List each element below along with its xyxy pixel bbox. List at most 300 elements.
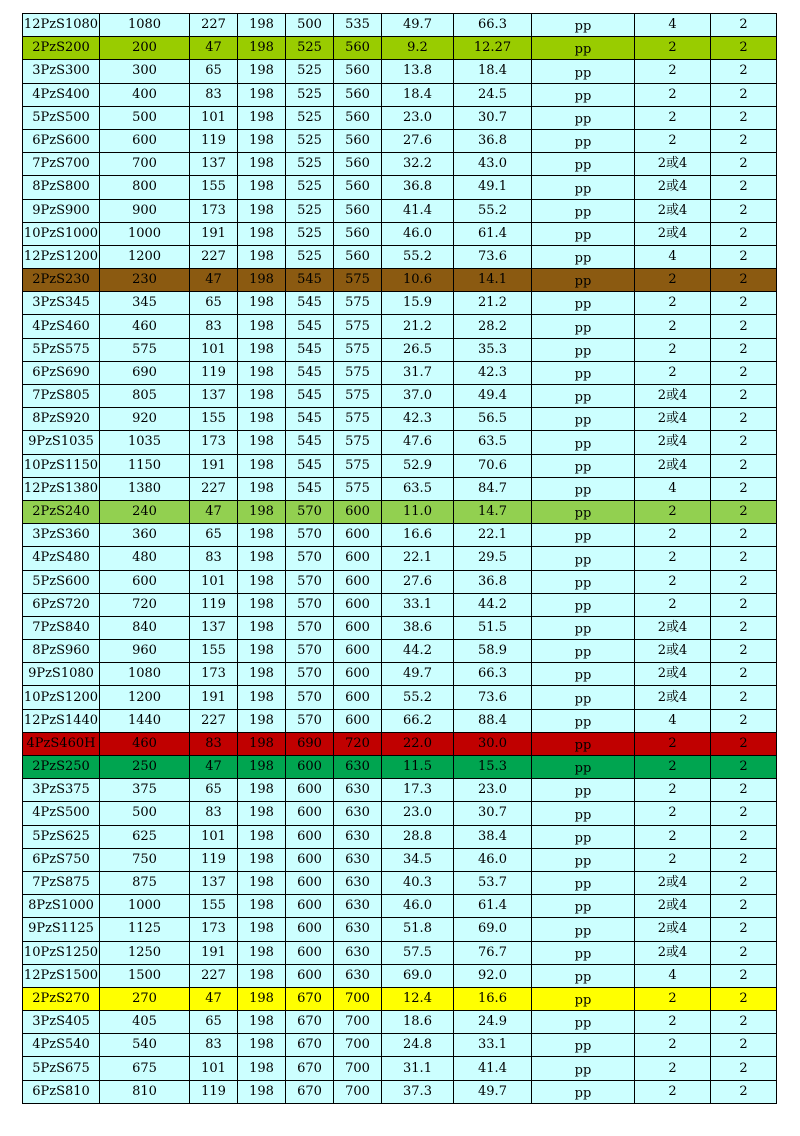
cell-col6: 22.0 <box>382 732 454 755</box>
cell-col1: 700 <box>100 153 190 176</box>
cell-col1: 1200 <box>100 245 190 268</box>
table-row <box>23 593 777 616</box>
cell-col1: 900 <box>100 199 190 222</box>
cell-col8: pp <box>532 941 635 964</box>
cell-col7: 41.4 <box>454 1057 532 1080</box>
cell-col9: 2 <box>635 825 711 848</box>
table-row <box>23 732 777 755</box>
cell-col8: pp <box>532 106 635 129</box>
cell-col10: 2 <box>711 338 777 361</box>
cell-col3: 198 <box>238 60 286 83</box>
table-row <box>23 199 777 222</box>
cell-col7: 35.3 <box>454 338 532 361</box>
cell-col4: 525 <box>286 153 334 176</box>
cell-col3: 198 <box>238 1057 286 1080</box>
cell-model: 4PzS460H <box>23 732 100 755</box>
cell-col4: 670 <box>286 1011 334 1034</box>
cell-model: 10PzS1000 <box>23 222 100 245</box>
cell-col10: 2 <box>711 964 777 987</box>
cell-col4: 545 <box>286 269 334 292</box>
cell-col7: 33.1 <box>454 1034 532 1057</box>
cell-col7: 63.5 <box>454 431 532 454</box>
cell-col9: 2 <box>635 848 711 871</box>
cell-col6: 26.5 <box>382 338 454 361</box>
cell-col9: 2 <box>635 500 711 523</box>
cell-col9: 2或4 <box>635 918 711 941</box>
cell-col9: 2或4 <box>635 640 711 663</box>
cell-col6: 27.6 <box>382 570 454 593</box>
cell-col3: 198 <box>238 199 286 222</box>
table-row <box>23 616 777 639</box>
cell-model: 12PzS1080 <box>23 14 100 37</box>
cell-col1: 875 <box>100 871 190 894</box>
cell-col7: 28.2 <box>454 315 532 338</box>
table-row <box>23 153 777 176</box>
cell-col10: 2 <box>711 756 777 779</box>
cell-col5: 700 <box>334 1034 382 1057</box>
cell-model: 4PzS480 <box>23 547 100 570</box>
cell-col3: 198 <box>238 640 286 663</box>
cell-col1: 540 <box>100 1034 190 1057</box>
cell-col9: 2或4 <box>635 454 711 477</box>
cell-col3: 198 <box>238 408 286 431</box>
table-row <box>23 640 777 663</box>
cell-col7: 29.5 <box>454 547 532 570</box>
cell-col4: 570 <box>286 640 334 663</box>
cell-col8: pp <box>532 385 635 408</box>
cell-col9: 2 <box>635 269 711 292</box>
cell-col8: pp <box>532 37 635 60</box>
cell-col4: 525 <box>286 129 334 152</box>
cell-col10: 2 <box>711 245 777 268</box>
cell-col6: 55.2 <box>382 686 454 709</box>
cell-col5: 560 <box>334 60 382 83</box>
cell-col4: 545 <box>286 338 334 361</box>
cell-col1: 805 <box>100 385 190 408</box>
cell-model: 7PzS840 <box>23 616 100 639</box>
cell-model: 2PzS250 <box>23 756 100 779</box>
cell-col7: 76.7 <box>454 941 532 964</box>
cell-col9: 2 <box>635 524 711 547</box>
cell-col9: 2 <box>635 338 711 361</box>
cell-col10: 2 <box>711 106 777 129</box>
cell-col8: pp <box>532 60 635 83</box>
table-row <box>23 895 777 918</box>
cell-col3: 198 <box>238 454 286 477</box>
cell-col3: 198 <box>238 964 286 987</box>
cell-col2: 173 <box>190 431 238 454</box>
cell-col4: 670 <box>286 1080 334 1103</box>
cell-col2: 155 <box>190 176 238 199</box>
table-row <box>23 756 777 779</box>
cell-col9: 2或4 <box>635 385 711 408</box>
cell-col8: pp <box>532 454 635 477</box>
cell-model: 8PzS960 <box>23 640 100 663</box>
cell-col4: 525 <box>286 245 334 268</box>
table-row <box>23 1080 777 1103</box>
cell-col2: 227 <box>190 964 238 987</box>
cell-col7: 66.3 <box>454 14 532 37</box>
cell-col2: 101 <box>190 570 238 593</box>
cell-col3: 198 <box>238 570 286 593</box>
cell-col9: 2 <box>635 756 711 779</box>
cell-col5: 575 <box>334 408 382 431</box>
cell-col10: 2 <box>711 315 777 338</box>
cell-col10: 2 <box>711 153 777 176</box>
cell-col6: 37.0 <box>382 385 454 408</box>
cell-col10: 2 <box>711 825 777 848</box>
cell-col5: 560 <box>334 37 382 60</box>
battery-spec-table-container <box>22 13 777 1104</box>
cell-col3: 198 <box>238 709 286 732</box>
cell-model: 3PzS360 <box>23 524 100 547</box>
cell-col3: 198 <box>238 1011 286 1034</box>
cell-col9: 4 <box>635 709 711 732</box>
cell-col2: 155 <box>190 408 238 431</box>
cell-col7: 44.2 <box>454 593 532 616</box>
cell-col9: 2 <box>635 987 711 1010</box>
cell-col8: pp <box>532 361 635 384</box>
cell-col8: pp <box>532 1057 635 1080</box>
cell-col3: 198 <box>238 338 286 361</box>
cell-col4: 525 <box>286 37 334 60</box>
cell-col7: 53.7 <box>454 871 532 894</box>
cell-col1: 230 <box>100 269 190 292</box>
cell-col4: 670 <box>286 1034 334 1057</box>
cell-col5: 575 <box>334 385 382 408</box>
cell-col8: pp <box>532 477 635 500</box>
table-row <box>23 129 777 152</box>
cell-col2: 83 <box>190 315 238 338</box>
cell-col3: 198 <box>238 802 286 825</box>
cell-col1: 500 <box>100 802 190 825</box>
cell-col6: 34.5 <box>382 848 454 871</box>
cell-col1: 360 <box>100 524 190 547</box>
cell-col7: 58.9 <box>454 640 532 663</box>
cell-col4: 600 <box>286 918 334 941</box>
cell-col8: pp <box>532 964 635 987</box>
cell-col1: 625 <box>100 825 190 848</box>
table-row <box>23 941 777 964</box>
cell-col2: 155 <box>190 640 238 663</box>
cell-col8: pp <box>532 732 635 755</box>
cell-col3: 198 <box>238 269 286 292</box>
cell-col7: 30.7 <box>454 802 532 825</box>
cell-col9: 2 <box>635 1057 711 1080</box>
cell-model: 3PzS405 <box>23 1011 100 1034</box>
cell-col6: 66.2 <box>382 709 454 732</box>
cell-col3: 198 <box>238 477 286 500</box>
cell-col7: 66.3 <box>454 663 532 686</box>
cell-col3: 198 <box>238 871 286 894</box>
cell-col3: 198 <box>238 1080 286 1103</box>
cell-col9: 2 <box>635 547 711 570</box>
cell-col6: 51.8 <box>382 918 454 941</box>
cell-col5: 575 <box>334 269 382 292</box>
cell-col6: 18.6 <box>382 1011 454 1034</box>
cell-col4: 570 <box>286 593 334 616</box>
cell-col10: 2 <box>711 454 777 477</box>
cell-col1: 920 <box>100 408 190 431</box>
cell-model: 9PzS1035 <box>23 431 100 454</box>
cell-col4: 525 <box>286 222 334 245</box>
table-row <box>23 14 777 37</box>
cell-col9: 2或4 <box>635 663 711 686</box>
cell-model: 5PzS625 <box>23 825 100 848</box>
table-row <box>23 964 777 987</box>
cell-col1: 405 <box>100 1011 190 1034</box>
cell-col9: 2 <box>635 732 711 755</box>
cell-col5: 630 <box>334 918 382 941</box>
cell-col10: 2 <box>711 222 777 245</box>
cell-col4: 545 <box>286 292 334 315</box>
cell-col6: 9.2 <box>382 37 454 60</box>
cell-col7: 61.4 <box>454 222 532 245</box>
cell-col9: 2或4 <box>635 408 711 431</box>
cell-col3: 198 <box>238 732 286 755</box>
cell-col8: pp <box>532 756 635 779</box>
cell-col4: 545 <box>286 408 334 431</box>
cell-col3: 198 <box>238 663 286 686</box>
table-row <box>23 686 777 709</box>
cell-col6: 31.7 <box>382 361 454 384</box>
cell-col10: 2 <box>711 37 777 60</box>
cell-col7: 73.6 <box>454 686 532 709</box>
cell-col2: 83 <box>190 547 238 570</box>
cell-col7: 30.7 <box>454 106 532 129</box>
table-row <box>23 408 777 431</box>
cell-col6: 36.8 <box>382 176 454 199</box>
cell-col3: 198 <box>238 500 286 523</box>
cell-col10: 2 <box>711 802 777 825</box>
cell-col9: 2 <box>635 802 711 825</box>
cell-model: 6PzS690 <box>23 361 100 384</box>
cell-col9: 2或4 <box>635 871 711 894</box>
cell-col10: 2 <box>711 1034 777 1057</box>
cell-col4: 525 <box>286 60 334 83</box>
cell-col6: 47.6 <box>382 431 454 454</box>
cell-col1: 500 <box>100 106 190 129</box>
cell-col10: 2 <box>711 1080 777 1103</box>
cell-col8: pp <box>532 245 635 268</box>
cell-col1: 1440 <box>100 709 190 732</box>
cell-col1: 1200 <box>100 686 190 709</box>
cell-col1: 375 <box>100 779 190 802</box>
table-row <box>23 871 777 894</box>
cell-col5: 560 <box>334 245 382 268</box>
cell-col2: 65 <box>190 1011 238 1034</box>
cell-col5: 560 <box>334 129 382 152</box>
cell-col1: 750 <box>100 848 190 871</box>
cell-model: 2PzS270 <box>23 987 100 1010</box>
cell-col3: 198 <box>238 895 286 918</box>
cell-col6: 55.2 <box>382 245 454 268</box>
cell-col4: 500 <box>286 14 334 37</box>
cell-col6: 52.9 <box>382 454 454 477</box>
cell-model: 9PzS900 <box>23 199 100 222</box>
cell-col2: 101 <box>190 106 238 129</box>
cell-col2: 101 <box>190 338 238 361</box>
cell-col9: 4 <box>635 477 711 500</box>
cell-col9: 2 <box>635 1080 711 1103</box>
cell-col8: pp <box>532 779 635 802</box>
cell-col9: 2 <box>635 1034 711 1057</box>
cell-col5: 630 <box>334 941 382 964</box>
cell-model: 6PzS600 <box>23 129 100 152</box>
cell-col2: 83 <box>190 83 238 106</box>
cell-col2: 119 <box>190 1080 238 1103</box>
cell-model: 4PzS540 <box>23 1034 100 1057</box>
cell-col7: 12.27 <box>454 37 532 60</box>
cell-col4: 545 <box>286 431 334 454</box>
cell-col8: pp <box>532 153 635 176</box>
cell-col8: pp <box>532 802 635 825</box>
cell-col3: 198 <box>238 37 286 60</box>
cell-col5: 700 <box>334 1080 382 1103</box>
cell-col9: 4 <box>635 245 711 268</box>
cell-col6: 31.1 <box>382 1057 454 1080</box>
cell-col7: 88.4 <box>454 709 532 732</box>
table-row <box>23 802 777 825</box>
cell-col6: 12.4 <box>382 987 454 1010</box>
cell-col10: 2 <box>711 129 777 152</box>
cell-col6: 38.6 <box>382 616 454 639</box>
cell-col4: 545 <box>286 315 334 338</box>
cell-col2: 47 <box>190 500 238 523</box>
cell-model: 4PzS500 <box>23 802 100 825</box>
cell-model: 4PzS400 <box>23 83 100 106</box>
cell-col7: 55.2 <box>454 199 532 222</box>
cell-col2: 227 <box>190 709 238 732</box>
cell-col7: 16.6 <box>454 987 532 1010</box>
cell-col7: 43.0 <box>454 153 532 176</box>
cell-col10: 2 <box>711 640 777 663</box>
cell-col6: 11.5 <box>382 756 454 779</box>
cell-col3: 198 <box>238 315 286 338</box>
cell-col4: 525 <box>286 83 334 106</box>
table-row <box>23 60 777 83</box>
cell-col5: 600 <box>334 593 382 616</box>
cell-col10: 2 <box>711 686 777 709</box>
cell-col1: 270 <box>100 987 190 1010</box>
table-row <box>23 431 777 454</box>
cell-col2: 191 <box>190 941 238 964</box>
cell-col10: 2 <box>711 732 777 755</box>
cell-model: 6PzS750 <box>23 848 100 871</box>
cell-col10: 2 <box>711 895 777 918</box>
cell-col9: 2或4 <box>635 686 711 709</box>
cell-col3: 198 <box>238 1034 286 1057</box>
cell-col9: 2或4 <box>635 176 711 199</box>
cell-col7: 18.4 <box>454 60 532 83</box>
cell-col4: 545 <box>286 477 334 500</box>
cell-col8: pp <box>532 871 635 894</box>
cell-col6: 22.1 <box>382 547 454 570</box>
cell-col4: 570 <box>286 616 334 639</box>
table-row <box>23 361 777 384</box>
cell-col5: 560 <box>334 199 382 222</box>
cell-col10: 2 <box>711 361 777 384</box>
cell-col6: 63.5 <box>382 477 454 500</box>
cell-col3: 198 <box>238 825 286 848</box>
cell-col3: 198 <box>238 361 286 384</box>
cell-model: 3PzS345 <box>23 292 100 315</box>
cell-col8: pp <box>532 616 635 639</box>
cell-col8: pp <box>532 129 635 152</box>
cell-col3: 198 <box>238 129 286 152</box>
cell-col8: pp <box>532 1034 635 1057</box>
cell-col5: 600 <box>334 570 382 593</box>
cell-col8: pp <box>532 987 635 1010</box>
cell-model: 9PzS1080 <box>23 663 100 686</box>
cell-col9: 4 <box>635 964 711 987</box>
cell-col8: pp <box>532 895 635 918</box>
cell-col5: 600 <box>334 663 382 686</box>
cell-model: 7PzS805 <box>23 385 100 408</box>
cell-col7: 49.4 <box>454 385 532 408</box>
cell-model: 2PzS240 <box>23 500 100 523</box>
cell-col6: 11.0 <box>382 500 454 523</box>
cell-col5: 560 <box>334 176 382 199</box>
cell-col8: pp <box>532 825 635 848</box>
cell-col5: 630 <box>334 802 382 825</box>
cell-col3: 198 <box>238 431 286 454</box>
cell-col4: 670 <box>286 987 334 1010</box>
table-row <box>23 663 777 686</box>
cell-col4: 690 <box>286 732 334 755</box>
table-row <box>23 269 777 292</box>
cell-col7: 46.0 <box>454 848 532 871</box>
cell-model: 12PzS1440 <box>23 709 100 732</box>
cell-col5: 560 <box>334 153 382 176</box>
cell-col2: 83 <box>190 1034 238 1057</box>
cell-col6: 37.3 <box>382 1080 454 1103</box>
table-body <box>23 14 777 1104</box>
table-row <box>23 315 777 338</box>
cell-col6: 21.2 <box>382 315 454 338</box>
cell-col7: 30.0 <box>454 732 532 755</box>
cell-col10: 2 <box>711 408 777 431</box>
cell-col6: 17.3 <box>382 779 454 802</box>
cell-col6: 49.7 <box>382 14 454 37</box>
cell-model: 8PzS800 <box>23 176 100 199</box>
cell-col3: 198 <box>238 176 286 199</box>
cell-col5: 575 <box>334 477 382 500</box>
cell-col5: 700 <box>334 1057 382 1080</box>
cell-col8: pp <box>532 663 635 686</box>
cell-col4: 600 <box>286 871 334 894</box>
cell-col4: 600 <box>286 779 334 802</box>
cell-col3: 198 <box>238 292 286 315</box>
cell-col8: pp <box>532 315 635 338</box>
cell-col8: pp <box>532 222 635 245</box>
cell-col8: pp <box>532 593 635 616</box>
cell-col7: 23.0 <box>454 779 532 802</box>
cell-col1: 1250 <box>100 941 190 964</box>
cell-model: 10PzS1150 <box>23 454 100 477</box>
cell-col2: 65 <box>190 60 238 83</box>
cell-col9: 2 <box>635 1011 711 1034</box>
cell-col3: 198 <box>238 941 286 964</box>
cell-col10: 2 <box>711 941 777 964</box>
cell-col4: 570 <box>286 500 334 523</box>
table-row <box>23 848 777 871</box>
cell-col5: 630 <box>334 895 382 918</box>
cell-col8: pp <box>532 524 635 547</box>
cell-col2: 191 <box>190 454 238 477</box>
cell-col5: 575 <box>334 454 382 477</box>
cell-col5: 630 <box>334 779 382 802</box>
